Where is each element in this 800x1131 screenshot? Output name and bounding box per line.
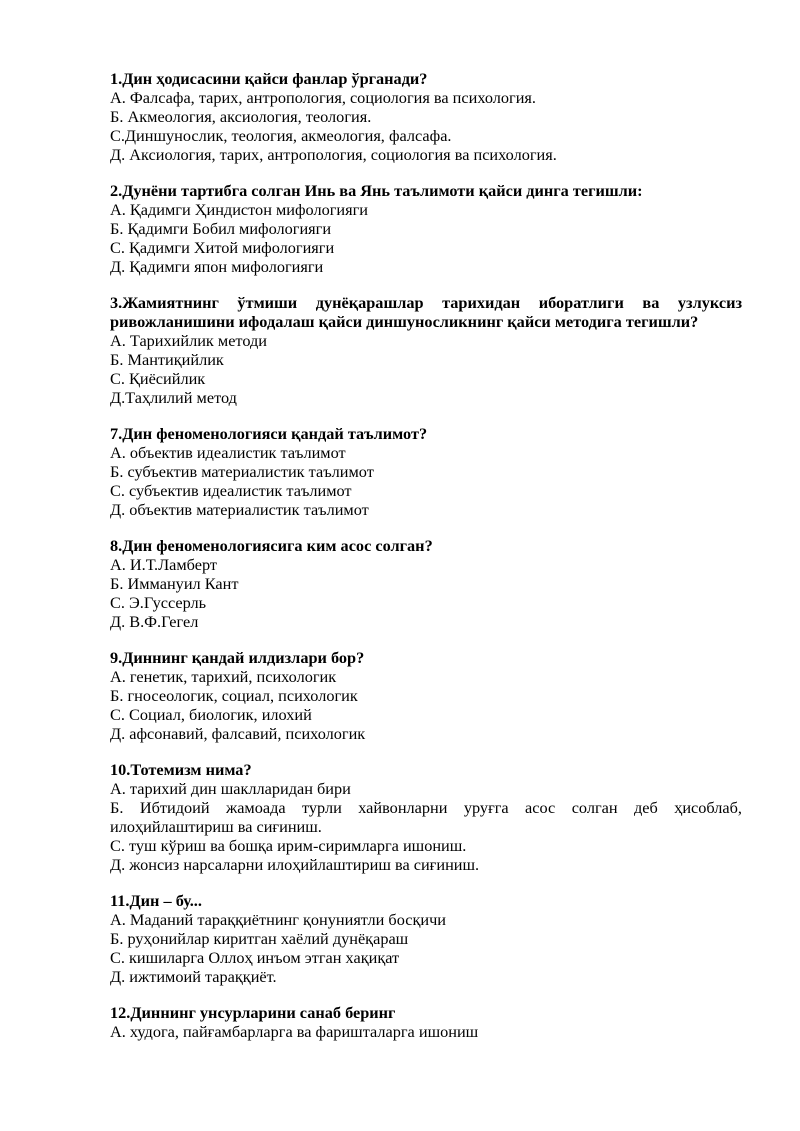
- option-d: Д. афсонавий, фалсавий, психологик: [110, 724, 366, 743]
- option-a: А. объектив идеалистик таълимот: [110, 443, 346, 462]
- option-a: А. худога, пайғамбарларга ва фаришталарга ишониш: [110, 1022, 479, 1041]
- question-title: 7.Дин феноменологияси қандай таълимот?: [110, 424, 428, 443]
- option-a: А. Қадимги Ҳиндистон мифологияги: [110, 200, 369, 219]
- option-b: Б. Мантиқийлик: [110, 350, 224, 369]
- option-c: С. Э.Гуссерль: [110, 593, 207, 612]
- option-d: Д. ижтимоий тараққиёт.: [110, 967, 277, 986]
- option-c: С. субъектив идеалистик таълимот: [110, 481, 352, 500]
- option-b: Б. Қадимги Бобил мифологияги: [110, 219, 332, 238]
- question-2: [110, 181, 742, 276]
- question-title: 9.Диннинг қандай илдизлари бор?: [110, 648, 365, 667]
- question-title: 8.Дин феноменологиясига ким асос солган?: [110, 536, 433, 555]
- question-title-line-1: 3.Жамиятнинг ўтмиши дунёқарашлар тарихидан иборатлиги ва узлуксиз: [110, 293, 742, 312]
- option-c: С. Қадимги Хитой мифологияги: [110, 238, 335, 257]
- question-12: [110, 1003, 742, 1041]
- option-c: С. Социал, биологик, илохий: [110, 705, 312, 724]
- option-d: Д. В.Ф.Гегел: [110, 612, 199, 631]
- option-a: А. Фалсафа, тарих, антропология, социология ва психология.: [110, 88, 536, 107]
- option-b-line-2: илоҳийлаштириш ва сиғиниш.: [110, 817, 322, 836]
- option-c: С. Қиёсийлик: [110, 369, 206, 388]
- option-c: С.Диншунослик, теология, акмеология, фалсафа.: [110, 126, 452, 145]
- question-title: 1.Дин ҳодисасини қайси фанлар ўрганади?: [110, 69, 428, 88]
- option-b: Б. гносеологик, социал, психологик: [110, 686, 358, 705]
- option-d: Д.Таҳлилий метод: [110, 388, 237, 407]
- option-a: А. тарихий дин шаклларидан бири: [110, 779, 351, 798]
- question-10: [110, 760, 742, 874]
- option-c: С. туш кўриш ва бошқа ирим-сиримларга ишониш.: [110, 836, 467, 855]
- option-b-line-1: Б. Ибтидоий жамоада турли хайвонларни уруғга асос солган деб ҳисоблаб,: [110, 798, 742, 817]
- question-3: [110, 293, 742, 407]
- option-b: Б. Акмеология, аксиология, теология.: [110, 107, 372, 126]
- question-1: [110, 69, 742, 164]
- option-d: Д. Қадимги япон мифологияги: [110, 257, 324, 276]
- option-b: Б. субъектив материалистик таълимот: [110, 462, 374, 481]
- option-d: Д. жонсиз нарсаларни илоҳийлаштириш ва сиғиниш.: [110, 855, 480, 874]
- option-d: Д. объектив материалистик таълимот: [110, 500, 369, 519]
- option-c: С. кишиларга Оллоҳ инъом этган хақиқат: [110, 948, 400, 967]
- option-b: Б. Иммануил Кант: [110, 574, 239, 593]
- question-title: 12.Диннинг унсурларини санаб беринг: [110, 1003, 396, 1022]
- question-11: [110, 891, 742, 986]
- option-a: А. Маданий тараққиётнинг қонуниятли босқичи: [110, 910, 447, 929]
- option-a: А. И.Т.Ламберт: [110, 555, 218, 574]
- question-title-line-2: ривожланишини ифодалаш қайси диншуносликнинг қайси методига тегишли?: [110, 312, 699, 331]
- option-d: Д. Аксиология, тарих, антропология, социология ва психология.: [110, 145, 557, 164]
- question-title: 2.Дунёни тартибга солган Инь ва Янь таълимоти қайси динга тегишли:: [110, 181, 643, 200]
- question-7: [110, 424, 742, 519]
- question-8: [110, 536, 742, 631]
- option-a: А. Тарихийлик методи: [110, 331, 268, 350]
- question-9: [110, 648, 742, 743]
- question-title: 11.Дин – бу...: [110, 891, 202, 910]
- question-title: 10.Тотемизм нима?: [110, 760, 252, 779]
- option-b: Б. руҳонийлар киритган хаёлий дунёқараш: [110, 929, 409, 948]
- option-a: А. генетик, тарихий, психологик: [110, 667, 337, 686]
